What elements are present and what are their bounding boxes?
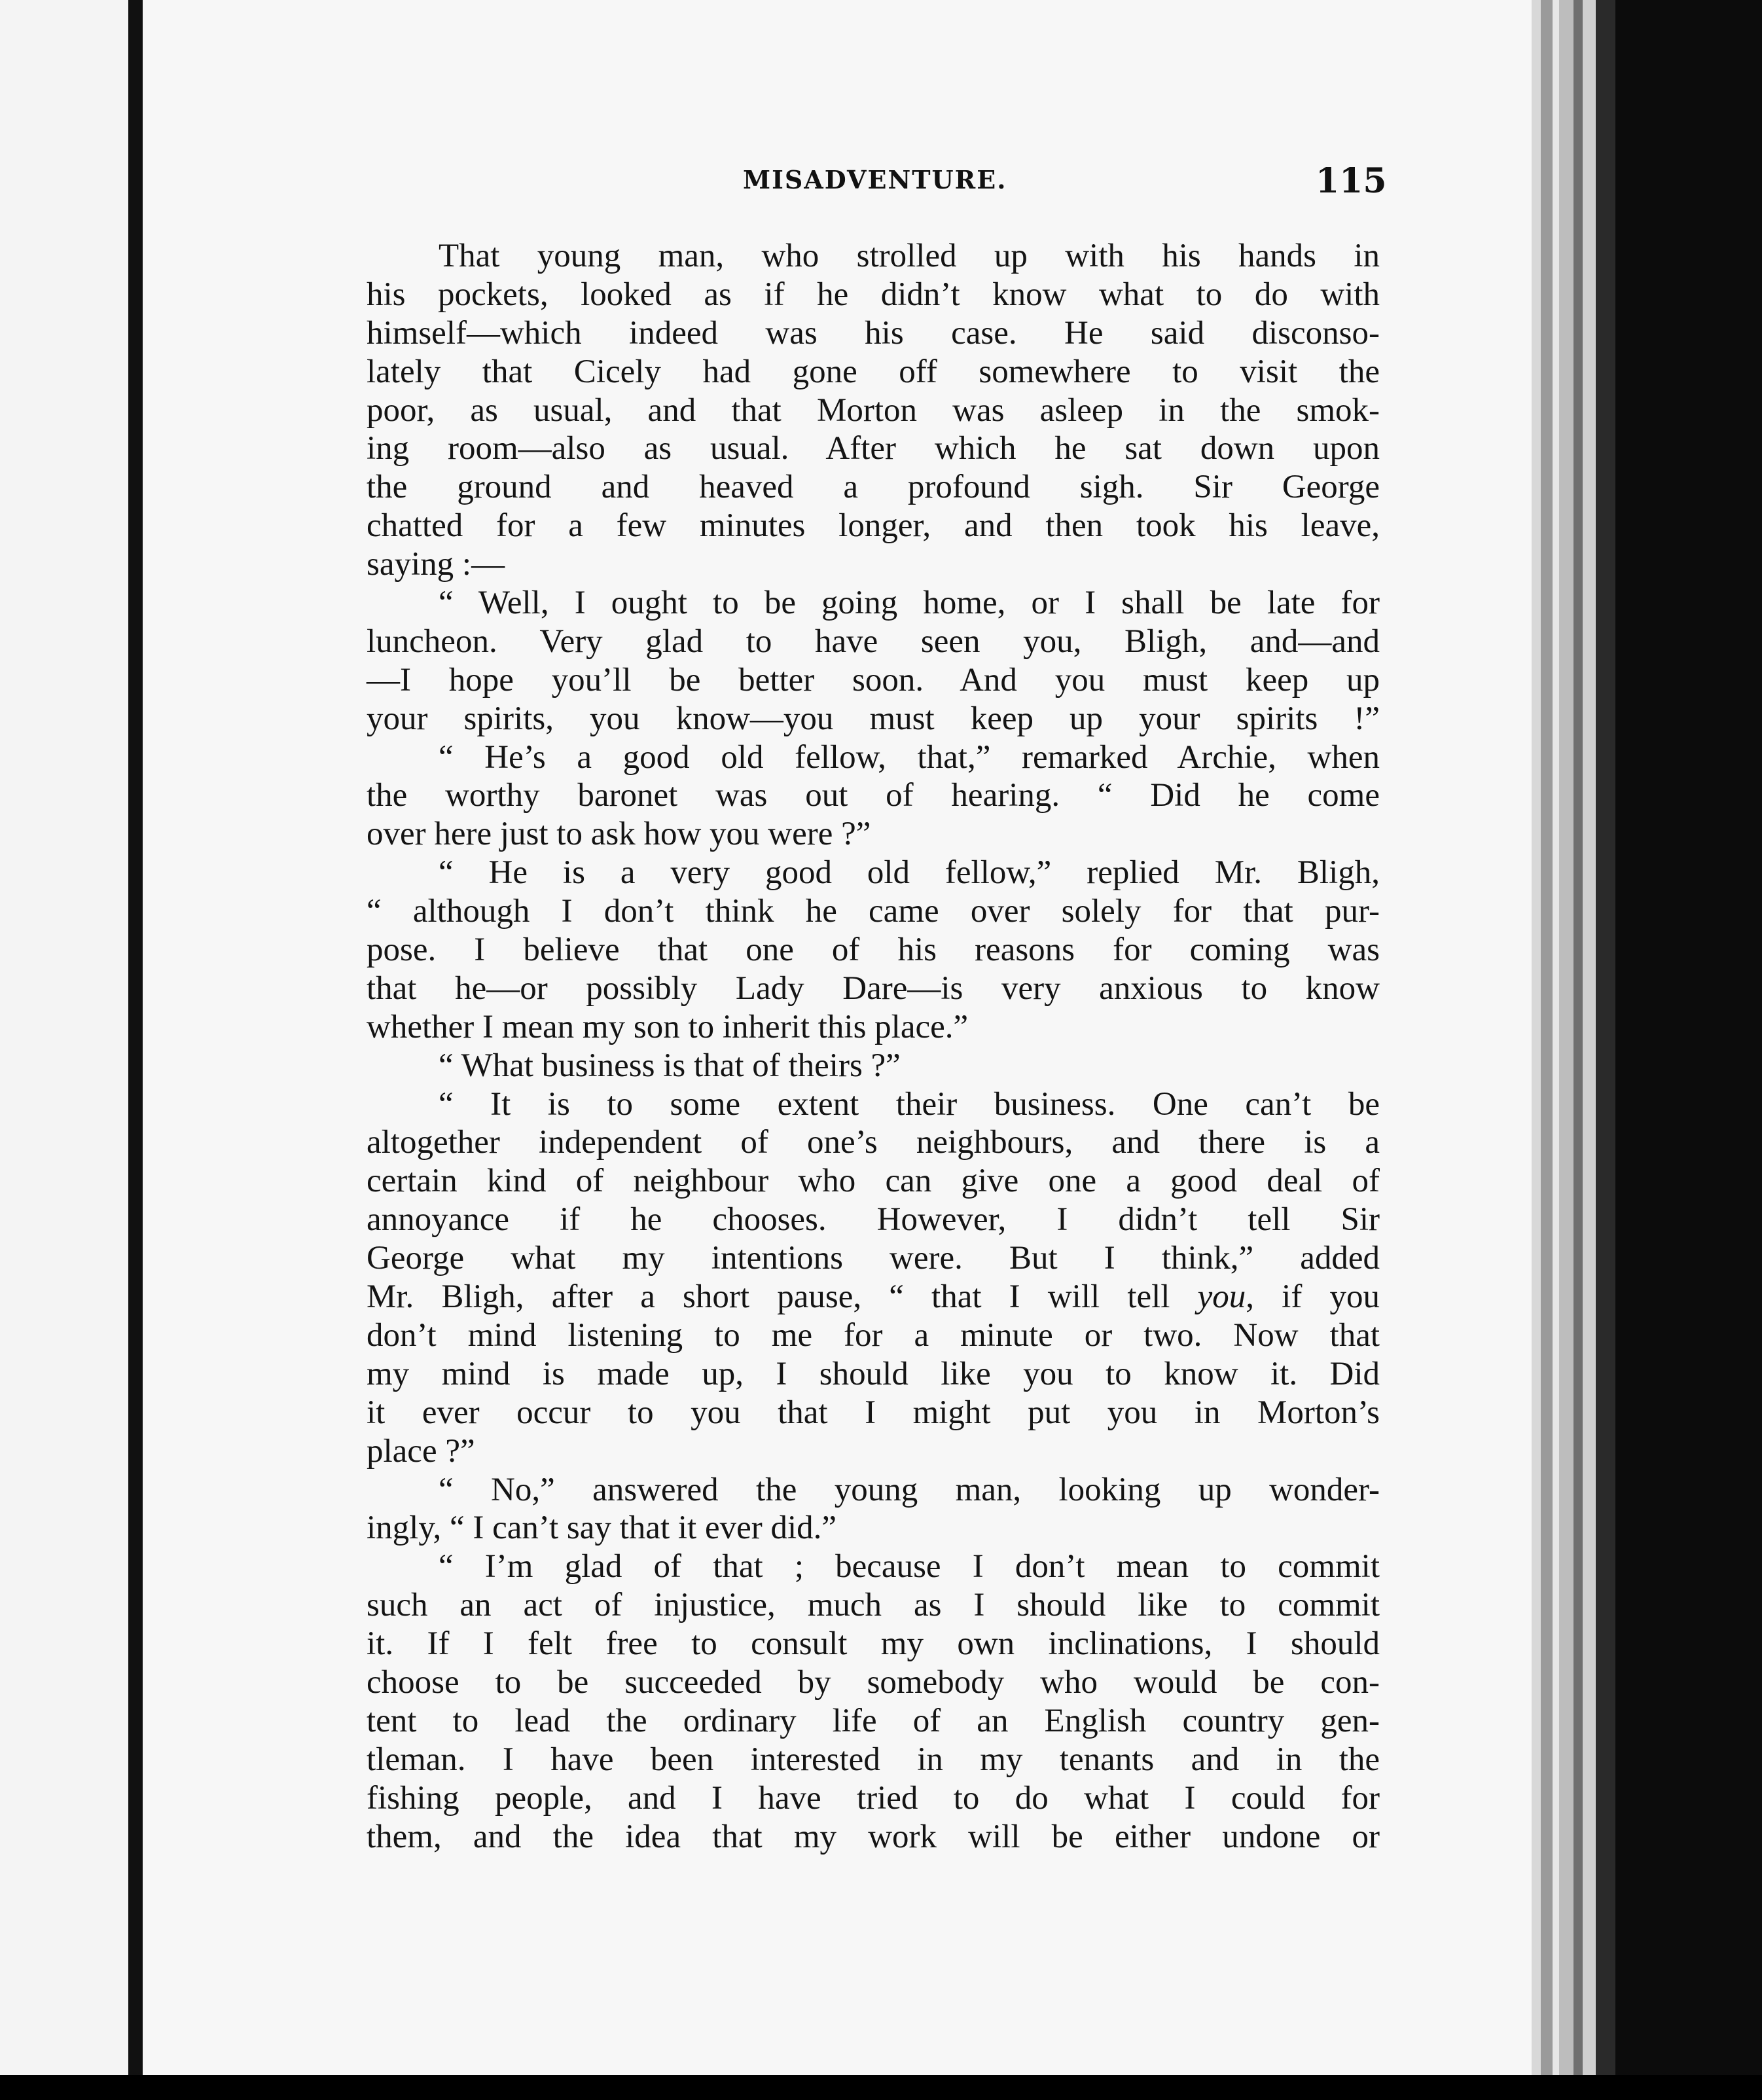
text-line: don’t mind listening to me for a minute or two. Now that — [367, 1316, 1380, 1354]
text-line: —I hope you’ll be better soon. And you must keep up — [367, 661, 1380, 698]
text-line: “ He’s a good old fellow, that,” remarked Archie, when — [439, 738, 1380, 776]
text-line: ingly, “ I can’t say that it ever did.” — [367, 1510, 837, 1547]
text-line: them, and the idea that my work will be either undone or — [367, 1818, 1380, 1855]
text-line: That young man, who strolled up with his hands in — [439, 238, 1380, 274]
text-line: chatted for a few minutes longer, and then took his leave, — [367, 507, 1380, 545]
text-line: “ No,” answered the young man, looking up wonder- — [439, 1471, 1380, 1508]
text-line: your spirits, you know—you must keep up your spirits !” — [367, 700, 1380, 737]
page-edge — [1583, 0, 1596, 2075]
text-line: fishing people, and I have tried to do what I could for — [367, 1779, 1380, 1817]
text-line: my mind is made up, I should like you to know it. Did — [367, 1355, 1380, 1392]
running-head: MISADVENTURE. — [743, 165, 1007, 194]
text-line: place ?” — [367, 1432, 475, 1470]
text-line: certain kind of neighbour who can give one a good deal of — [367, 1163, 1380, 1200]
page-edge — [1596, 0, 1615, 2075]
text-line: pose. I believe that one of his reasons for coming was — [367, 932, 1380, 969]
text-line: “ He is a very good old fellow,” replied Mr. Bligh, — [439, 854, 1380, 892]
body-text — [367, 237, 1380, 1856]
text-line: “ What business is that of theirs ?” — [439, 1047, 901, 1084]
text-line: luncheon. Very glad to have seen you, Bligh, and—and — [367, 623, 1380, 660]
text-line: ing room—also as usual. After which he sat down upon — [367, 430, 1380, 467]
page-edge — [1559, 0, 1573, 2075]
text-line: “ although I don’t think he came over solely for that pur- — [367, 893, 1380, 930]
page-edge — [1532, 0, 1541, 2075]
text-line: “ Well, I ought to be going home, or I shall be late for — [439, 585, 1380, 622]
text-line: it ever occur to you that I might put you in Morton’s — [367, 1394, 1380, 1431]
page-number: 115 — [1316, 161, 1387, 201]
text-line: over here just to ask how you were ?” — [367, 816, 871, 853]
text-line: saying :— — [367, 546, 505, 583]
text-line: that he—or possibly Lady Dare—is very anxious to know — [367, 969, 1380, 1007]
text-line: his pockets, looked as if he didn’t know what to do with — [367, 276, 1380, 313]
text-line: tleman. I have been interested in my tenants and in the — [367, 1741, 1380, 1778]
text-line: “ I’m glad of that ; because I don’t mean to commit — [439, 1548, 1380, 1585]
text-line: altogether independent of one’s neighbours, and there is a — [367, 1124, 1380, 1161]
page-edge — [1573, 0, 1583, 2075]
text-line: poor, as usual, and that Morton was asleep in the smok- — [367, 391, 1380, 429]
text-line: Mr. Bligh, after a short pause, “ that I will tell you, if you — [367, 1278, 1380, 1316]
text-line: choose to be succeeded by somebody who would be con- — [367, 1663, 1380, 1701]
scan-border — [1615, 0, 1762, 2075]
scan-border-bottom — [0, 2075, 1762, 2100]
text-line: such an act of injustice, much as I should like to commit — [367, 1587, 1380, 1624]
text-line: whether I mean my son to inherit this place.” — [367, 1008, 969, 1045]
text-line: lately that Cicely had gone off somewhere to visit the — [367, 353, 1380, 390]
page-edge — [1541, 0, 1553, 2075]
text-line: “ It is to some extent their business. One can’t be — [439, 1085, 1380, 1123]
text-line: it. If I felt free to consult my own inclinations, I should — [367, 1625, 1380, 1663]
book-gutter — [128, 0, 143, 2075]
text-line: himself—which indeed was his case. He said disconso- — [367, 314, 1380, 352]
page-edge — [1553, 0, 1559, 2075]
text-line: George what my intentions were. But I think,” added — [367, 1240, 1380, 1277]
text-line: the ground and heaved a profound sigh. Sir George — [367, 469, 1380, 506]
text-line: annoyance if he chooses. However, I didn’t tell Sir — [367, 1201, 1380, 1239]
facing-page-edge — [0, 0, 128, 2075]
text-line: the worthy baronet was out of hearing. “ Did he come — [367, 777, 1380, 814]
italic-emphasis: you — [1197, 1278, 1246, 1316]
text-line: tent to lead the ordinary life of an English country gen- — [367, 1702, 1380, 1739]
